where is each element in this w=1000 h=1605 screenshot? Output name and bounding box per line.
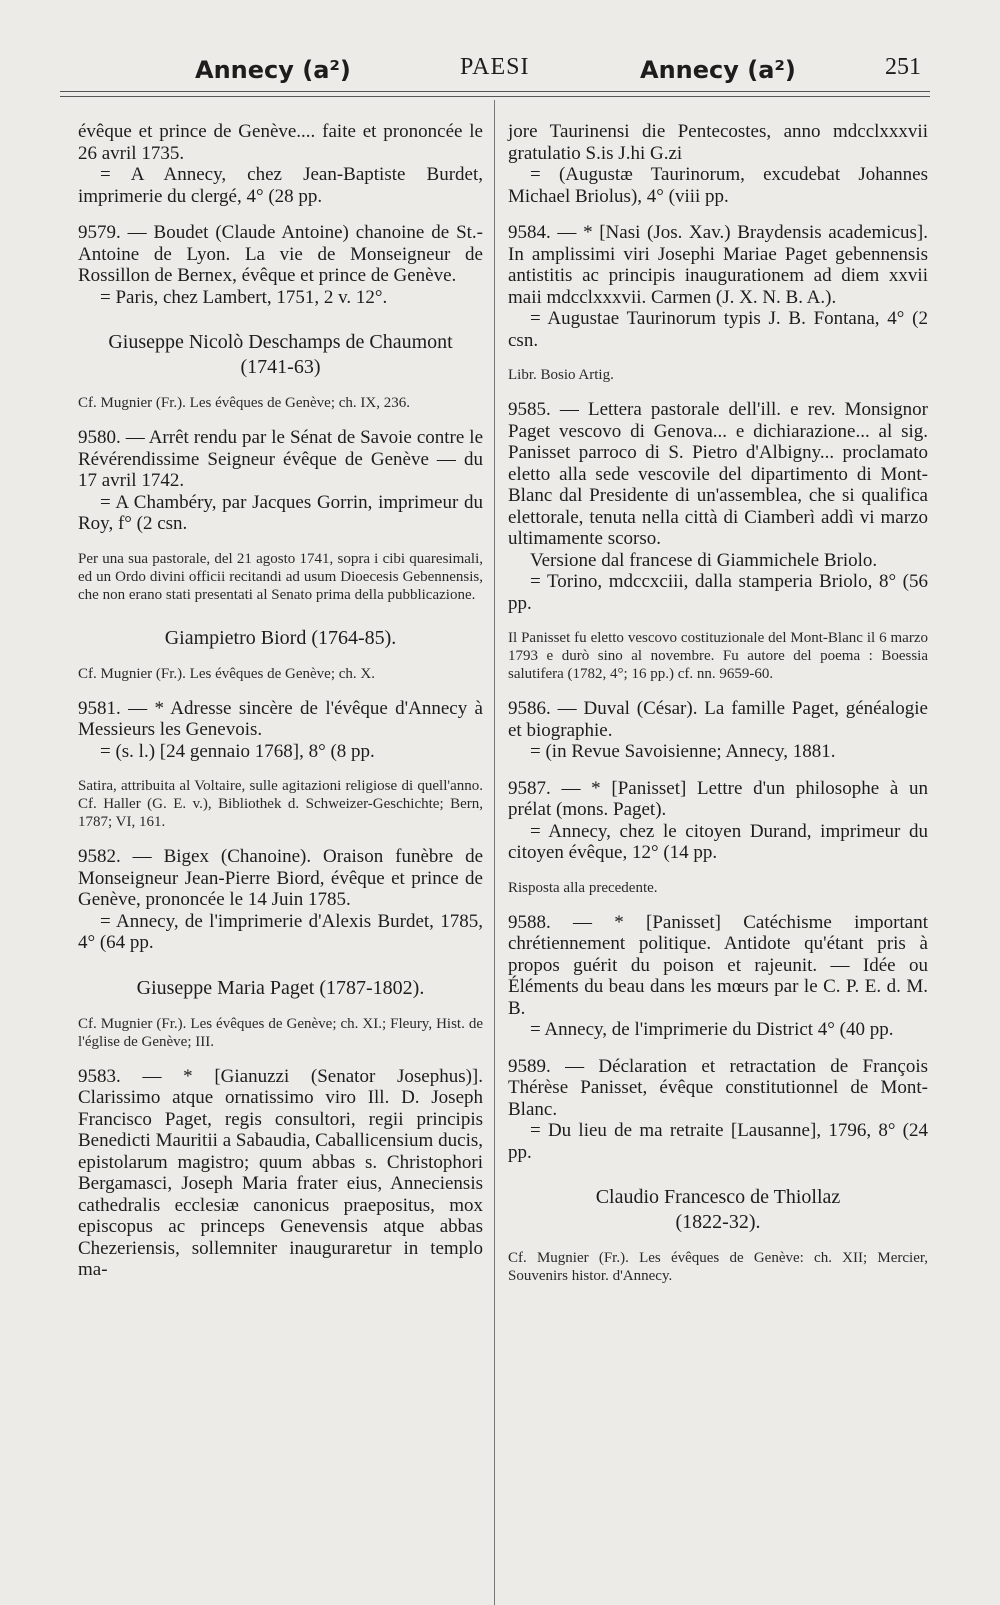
heading-dates: (1822-32).	[675, 1211, 761, 1233]
entry-text: 9581. — * Adresse sincère de l'évêque d'Annecy à Messieurs les Genevois.	[78, 697, 483, 740]
entry-9583	[78, 1066, 483, 1281]
section-heading-thiollaz	[508, 1185, 928, 1235]
entry-continuation	[78, 121, 483, 207]
entry-9580	[78, 427, 483, 535]
cf-reference: Cf. Mugnier (Fr.). Les évêques de Genève: ch. XII; Mercier, Souvenirs histor. d'Annecy.	[508, 1250, 928, 1284]
entry-9583-continuation	[508, 121, 928, 207]
entry-translation: Versione dal francese di Giammichele Briolo.	[530, 549, 878, 571]
entry-imprint: = (s. l.) [24 gennaio 1768], 8° (8 pp.	[100, 740, 375, 762]
entry-9581	[78, 698, 483, 763]
cf-reference: Cf. Mugnier (Fr.). Les évêques de Genève; ch. X.	[78, 665, 375, 682]
entry-imprint: = A Chambéry, par Jacques Gorrin, imprimeur du Roy, f° (2 csn.	[78, 491, 483, 534]
right-column	[508, 121, 928, 1300]
section-heading-deschamps	[78, 330, 483, 380]
entry-imprint: = Paris, chez Lambert, 1751, 2 v. 12°.	[100, 286, 388, 308]
entry-text: 9587. — * [Panisset] Lettre d'un philosophe à un prélat (mons. Paget).	[508, 777, 928, 820]
entry-text: jore Taurinensi die Pentecostes, anno mdcclxxxvii gratulatio S.is J.hi G.zi	[508, 121, 928, 164]
left-column	[78, 121, 483, 1296]
entry-text: 9580. — Arrêt rendu par le Sénat de Savoie contre le Révérendissime Seigneur évêque de Genève — du 17 avril 1742.	[78, 427, 483, 491]
entry-note: Il Panisset fu eletto vescovo costituzionale del Mont-Blanc il 6 marzo 1793 e durò sino al novembre. Fu autore del poema : Boessia salutifera (1782, 4°; 16 pp.) cf. nn. 9659-60.	[508, 630, 928, 682]
section-heading-biord: Giampietro Biord (1764-85).	[164, 626, 397, 649]
entry-9589	[508, 1056, 928, 1164]
cf-reference: Cf. Mugnier (Fr.). Les évêques de Genève; ch. IX, 236.	[78, 395, 410, 411]
heading-name: Giuseppe Nicolò Deschamps de Chaumont	[108, 331, 453, 353]
entry-9585	[508, 399, 928, 614]
section-heading-paget: Giuseppe Maria Paget (1787-1802).	[136, 976, 425, 999]
running-head-center: PAESI	[460, 54, 530, 80]
entry-note: Per una sua pastorale, del 21 agosto 1741, sopra i cibi quaresimali, ed un Ordo divini officii recitandi ad usum Dioecesis Gebennensis, che non erano stati presentati al Senato prima della pubblicazione.	[78, 550, 483, 603]
entry-imprint: = Annecy, de l'imprimerie du District 4° (40 pp.	[530, 1019, 894, 1040]
column-divider	[494, 100, 495, 1605]
entry-text: 9585. — Lettera pastorale dell'ill. e rev. Monsignor Paget vescovo di Genova... e dichiarazione... al sig. Panisset parroco di S. Pietro d'Albigny... proclamato eletto alla sede vescovile del dipartimento di Mont-Blanc dal Presidente di un'assemblea, che si qualifica elettorale, tenuta nella città di Ciamberì addì vi marzo ultimamente scorso.	[508, 399, 928, 549]
entry-text: 9579. — Boudet (Claude Antoine) chanoine de St.-Antoine de Lyon. La vie de Monseigneur de Rossillon de Bernex, évêque et prince de Genève.	[78, 222, 483, 286]
entry-9582	[78, 846, 483, 954]
running-head-left: Annecy (a²)	[195, 56, 351, 84]
entry-9584	[508, 222, 928, 351]
entry-imprint: = Du lieu de ma retraite [Lausanne], 1796, 8° (24 pp.	[508, 1120, 928, 1163]
running-head-right: Annecy (a²)	[640, 56, 796, 84]
entry-note: Risposta alla precedente.	[508, 879, 658, 896]
entry-text: 9586. — Duval (César). La famille Paget, généalogie et biographie.	[508, 698, 928, 741]
entry-text: 9589. — Déclaration et retractation de François Thérèse Panisset, évêque constitutionnel de Mont-Blanc.	[508, 1055, 928, 1120]
entry-9587	[508, 778, 928, 864]
entry-9588	[508, 912, 928, 1041]
cf-reference: Cf. Mugnier (Fr.). Les évêques de Genève; ch. XI.; Fleury, Hist. de l'église de Genève; III.	[78, 1015, 483, 1050]
entry-9586	[508, 698, 928, 763]
heading-name: Claudio Francesco de Thiollaz	[595, 1186, 841, 1208]
header-rule	[60, 91, 930, 92]
entry-note: Libr. Bosio Artig.	[508, 367, 614, 383]
entry-imprint: = Augustae Taurinorum typis J. B. Fontana, 4° (2 csn.	[508, 308, 928, 351]
entry-text: 9588. — * [Panisset] Catéchisme important chrétiennement politique. Antidote qu'étant pris à propos guérit du poison et rajeunit. — Idée ou Éléments du beau dans les mœurs par le C. P. E. d. M. B.	[508, 911, 928, 1019]
entry-imprint: = Annecy, de l'imprimerie d'Alexis Burdet, 1785, 4° (64 pp.	[78, 910, 483, 953]
entry-9579	[78, 222, 483, 308]
entry-text: 9582. — Bigex (Chanoine). Oraison funèbre de Monseigneur Jean-Pierre Biord, évêque et prince de Genève, prononcée le 14 Juin 1785.	[78, 846, 483, 910]
entry-imprint: = Annecy, chez le citoyen Durand, imprimeur du citoyen évêque, 12° (14 pp.	[508, 820, 928, 863]
heading-dates: (1741-63)	[240, 356, 321, 378]
page-number: 251	[885, 54, 921, 80]
entry-imprint: = (in Revue Savoisienne; Annecy, 1881.	[530, 741, 836, 762]
entry-note: Satira, attribuita al Voltaire, sulle agitazioni religiose di quell'anno. Cf. Haller (G. E. v.), Bibliothek d. Schweizer-Geschichte; Bern, 1787; VI, 161.	[78, 778, 483, 830]
entry-imprint: = Torino, mdccxciii, dalla stamperia Briolo, 8° (56 pp.	[508, 571, 928, 614]
entry-imprint: = A Annecy, chez Jean-Baptiste Burdet, imprimerie du clergé, 4° (28 pp.	[78, 164, 483, 207]
entry-text: évêque et prince de Genève.... faite et prononcée le 26 avril 1735.	[78, 121, 483, 164]
entry-text: 9584. — * [Nasi (Jos. Xav.) Braydensis academicus]. In amplissimi viri Josephi Mariae Paget gebennensis antistitis ac principis inaugurationem ad diem xxvii maii mdcclxxxvii. Carmen (J. X. N. B. A.).	[508, 222, 928, 308]
header-rule	[60, 96, 930, 97]
entry-imprint: = (Augustæ Taurinorum, excudebat Johannes Michael Briolus), 4° (viii pp.	[508, 164, 928, 207]
entry-text: 9583. — * [Gianuzzi (Senator Josephus)]. Clarissimo atque ornatissimo viro Ill. D. Joseph Francisco Paget, regis consultori, regii principis Benedicti Mauritii a Sabaudia, Caballicensium ducis, epistolarum magistro; quum abbas s. Christophori Bergamasci, Joseph Maria frater eius, Anneciensis cathedralis ecclesiæ canonicus praepositus, mox episcopus ac princeps Genevensis atque abbas Chezeriensis, sollemniter inauguraretur in templo ma-	[78, 1065, 483, 1280]
